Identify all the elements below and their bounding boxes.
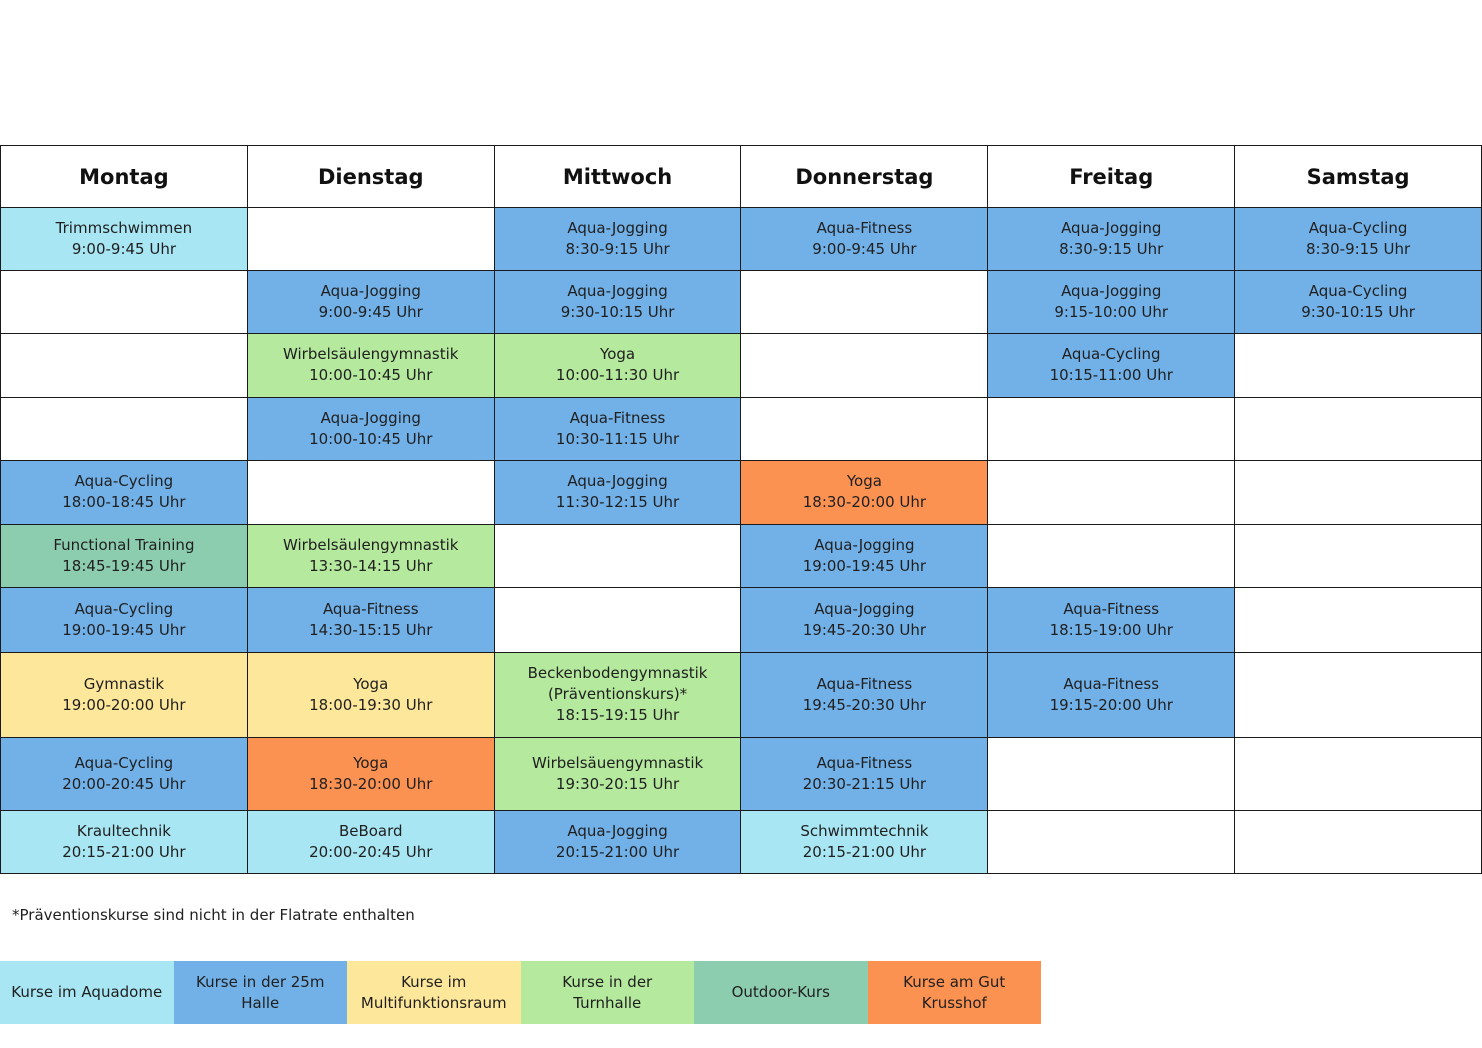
day-header-mittwoch: Mittwoch	[494, 146, 741, 208]
empty-cell	[988, 737, 1235, 810]
empty-cell	[247, 208, 494, 271]
course-name: BeBoard	[338, 821, 403, 840]
legend-item-turnhalle: Kurse in der Turnhalle	[521, 961, 695, 1024]
legend-item-aquadome: Kurse im Aquadome	[0, 961, 174, 1024]
empty-cell	[494, 524, 741, 587]
course-cell	[988, 653, 1235, 737]
course-name: Aqua-Jogging	[567, 472, 668, 491]
course-time: 18:15-19:00 Uhr	[1049, 621, 1173, 640]
course-cell	[494, 208, 741, 271]
course-name: Aqua-Cycling	[1308, 282, 1408, 301]
day-header-row	[1, 146, 1482, 208]
course-name: Yoga	[600, 345, 636, 364]
footnote: *Präventionskurse sind nicht in der Flatrate enthalten	[12, 906, 415, 924]
course-time: 19:15-20:00 Uhr	[1049, 695, 1173, 714]
empty-cell	[1235, 810, 1482, 873]
course-time: 20:00-20:45 Uhr	[309, 842, 433, 861]
course-name: Wirbelsäuengymnastik	[531, 753, 704, 772]
course-time: 9:00-9:45 Uhr	[318, 303, 423, 322]
course-name: Aqua-Fitness	[816, 219, 913, 238]
course-name: Trimmschwimmen	[55, 219, 193, 238]
course-cell	[1, 460, 248, 524]
course-time: 9:00-9:45 Uhr	[812, 240, 917, 259]
course-name: Yoga	[846, 472, 882, 491]
course-name: Aqua-Cycling	[1308, 219, 1408, 238]
empty-cell	[1235, 737, 1482, 810]
course-cell	[494, 653, 741, 737]
empty-cell	[1235, 524, 1482, 587]
course-cell	[1235, 271, 1482, 334]
course-time: 19:00-20:00 Uhr	[62, 695, 186, 714]
empty-cell	[988, 524, 1235, 587]
course-cell	[988, 334, 1235, 397]
course-time: 9:30-10:15 Uhr	[1301, 303, 1415, 322]
course-time: 20:15-21:00 Uhr	[802, 842, 927, 861]
course-cell	[1, 737, 248, 810]
course-name: Functional Training	[53, 536, 195, 555]
course-cell	[741, 588, 988, 653]
empty-cell	[988, 397, 1235, 460]
schedule-row	[1, 588, 1482, 653]
color-legend	[0, 961, 1041, 1024]
empty-cell	[1235, 460, 1482, 524]
empty-cell	[988, 810, 1235, 873]
course-time: 18:15-19:15 Uhr	[555, 706, 680, 725]
course-name: Aqua-Cycling	[74, 600, 174, 619]
course-time: 8:30-9:15 Uhr	[565, 240, 670, 259]
course-schedule-table	[0, 145, 1482, 874]
empty-cell	[1235, 334, 1482, 397]
schedule-row	[1, 271, 1482, 334]
course-time: 19:45-20:30 Uhr	[802, 695, 927, 714]
course-cell	[988, 208, 1235, 271]
schedule-row	[1, 397, 1482, 460]
course-name: Aqua-Fitness	[816, 674, 913, 693]
course-time: 19:45-20:30 Uhr	[802, 621, 927, 640]
empty-cell	[988, 460, 1235, 524]
course-time: 18:30-20:00 Uhr	[309, 774, 433, 793]
course-time: 14:30-15:15 Uhr	[309, 621, 433, 640]
legend-item-outdoor: Outdoor-Kurs	[694, 961, 868, 1024]
empty-cell	[1235, 653, 1482, 737]
day-header-dienstag: Dienstag	[247, 146, 494, 208]
course-cell	[741, 524, 988, 587]
course-name: Aqua-Cycling	[74, 753, 174, 772]
course-name: Aqua-Jogging	[814, 600, 915, 619]
course-name: Beckenbodengymnastik	[527, 664, 708, 683]
course-cell	[741, 737, 988, 810]
course-time: 9:00-9:45 Uhr	[71, 240, 177, 259]
course-cell	[988, 271, 1235, 334]
course-name: Yoga	[353, 674, 389, 693]
course-name: Gymnastik	[83, 674, 165, 693]
course-time: 10:00-10:45 Uhr	[309, 366, 433, 385]
course-note: (Präventionskurs)*	[547, 685, 688, 704]
course-time: 9:30-10:15 Uhr	[560, 303, 675, 322]
course-cell	[247, 653, 494, 737]
course-time: 8:30-9:15 Uhr	[1305, 240, 1411, 259]
course-cell	[247, 524, 494, 587]
schedule-row	[1, 208, 1482, 271]
course-cell	[494, 737, 741, 810]
course-cell	[1, 208, 248, 271]
course-cell	[741, 208, 988, 271]
course-cell	[741, 810, 988, 873]
course-cell	[494, 810, 741, 873]
course-cell	[741, 460, 988, 524]
empty-cell	[741, 271, 988, 334]
course-name: Aqua-Cycling	[1061, 345, 1161, 364]
course-time: 10:00-11:30 Uhr	[555, 366, 680, 385]
empty-cell	[741, 334, 988, 397]
schedule-row	[1, 460, 1482, 524]
course-name: Wirbelsäulengymnastik	[283, 345, 459, 364]
course-cell	[247, 271, 494, 334]
course-cell	[494, 334, 741, 397]
course-time: 20:15-21:00 Uhr	[62, 842, 186, 861]
legend-item-krusshof: Kurse am Gut Krusshof	[868, 961, 1042, 1024]
course-name: Yoga	[353, 753, 389, 772]
course-time: 10:00-10:45 Uhr	[309, 429, 433, 448]
course-time: 19:30-20:15 Uhr	[555, 774, 680, 793]
course-name: Aqua-Fitness	[1063, 674, 1160, 693]
course-cell	[247, 588, 494, 653]
day-header-montag: Montag	[1, 146, 248, 208]
course-cell	[247, 737, 494, 810]
course-cell	[1, 653, 248, 737]
course-cell	[247, 397, 494, 460]
course-time: 20:30-21:15 Uhr	[802, 774, 927, 793]
empty-cell	[494, 588, 741, 653]
empty-cell	[741, 397, 988, 460]
course-time: 19:00-19:45 Uhr	[802, 557, 927, 576]
empty-cell	[1235, 588, 1482, 653]
course-cell	[1235, 208, 1482, 271]
empty-cell	[1235, 397, 1482, 460]
legend-item-halle25: Kurse in der 25m Halle	[174, 961, 348, 1024]
course-name: Aqua-Jogging	[1061, 282, 1162, 301]
course-name: Aqua-Fitness	[1063, 600, 1160, 619]
course-name: Aqua-Jogging	[814, 536, 915, 555]
course-name: Aqua-Cycling	[74, 472, 174, 491]
day-header-freitag: Freitag	[988, 146, 1235, 208]
schedule-row	[1, 810, 1482, 873]
course-time: 8:30-9:15 Uhr	[1059, 240, 1164, 259]
course-time: 18:00-19:30 Uhr	[309, 695, 433, 714]
course-name: Aqua-Fitness	[322, 600, 419, 619]
course-name: Aqua-Jogging	[320, 282, 421, 301]
course-name: Aqua-Fitness	[816, 753, 913, 772]
course-cell	[494, 271, 741, 334]
course-cell	[494, 397, 741, 460]
course-time: 19:00-19:45 Uhr	[62, 621, 186, 640]
empty-cell	[1, 271, 248, 334]
course-cell	[1, 524, 248, 587]
course-time: 11:30-12:15 Uhr	[555, 493, 680, 512]
schedule-body	[1, 208, 1482, 874]
course-cell	[247, 810, 494, 873]
legend-item-multifunktion: Kurse im Multifunktionsraum	[347, 961, 521, 1024]
course-name: Aqua-Jogging	[1061, 219, 1162, 238]
course-name: Aqua-Jogging	[567, 821, 668, 840]
course-cell	[988, 588, 1235, 653]
empty-cell	[247, 460, 494, 524]
course-time: 20:15-21:00 Uhr	[555, 842, 680, 861]
course-cell	[1, 810, 248, 873]
day-header-donnerstag: Donnerstag	[741, 146, 988, 208]
course-name: Aqua-Jogging	[567, 282, 668, 301]
course-time: 18:45-19:45 Uhr	[62, 557, 186, 576]
course-time: 18:30-20:00 Uhr	[802, 493, 927, 512]
schedule-row	[1, 653, 1482, 737]
course-time: 10:15-11:00 Uhr	[1049, 366, 1173, 385]
course-name: Aqua-Fitness	[569, 408, 666, 427]
course-time: 9:15-10:00 Uhr	[1054, 303, 1169, 322]
day-header-samstag: Samstag	[1235, 146, 1482, 208]
empty-cell	[1, 397, 248, 460]
course-cell	[1, 588, 248, 653]
course-name: Aqua-Jogging	[567, 219, 668, 238]
course-name: Wirbelsäulengymnastik	[283, 536, 459, 555]
course-cell	[741, 653, 988, 737]
course-name: Schwimmtechnik	[800, 821, 929, 840]
schedule-row	[1, 737, 1482, 810]
course-name: Kraultechnik	[76, 821, 171, 840]
course-time: 18:00-18:45 Uhr	[62, 493, 186, 512]
course-name: Aqua-Jogging	[320, 408, 421, 427]
empty-cell	[1, 334, 248, 397]
schedule-row	[1, 524, 1482, 587]
course-time: 13:30-14:15 Uhr	[309, 557, 433, 576]
course-cell	[494, 460, 741, 524]
course-time: 10:30-11:15 Uhr	[555, 429, 680, 448]
course-time: 20:00-20:45 Uhr	[62, 774, 186, 793]
schedule-row	[1, 334, 1482, 397]
course-cell	[247, 334, 494, 397]
